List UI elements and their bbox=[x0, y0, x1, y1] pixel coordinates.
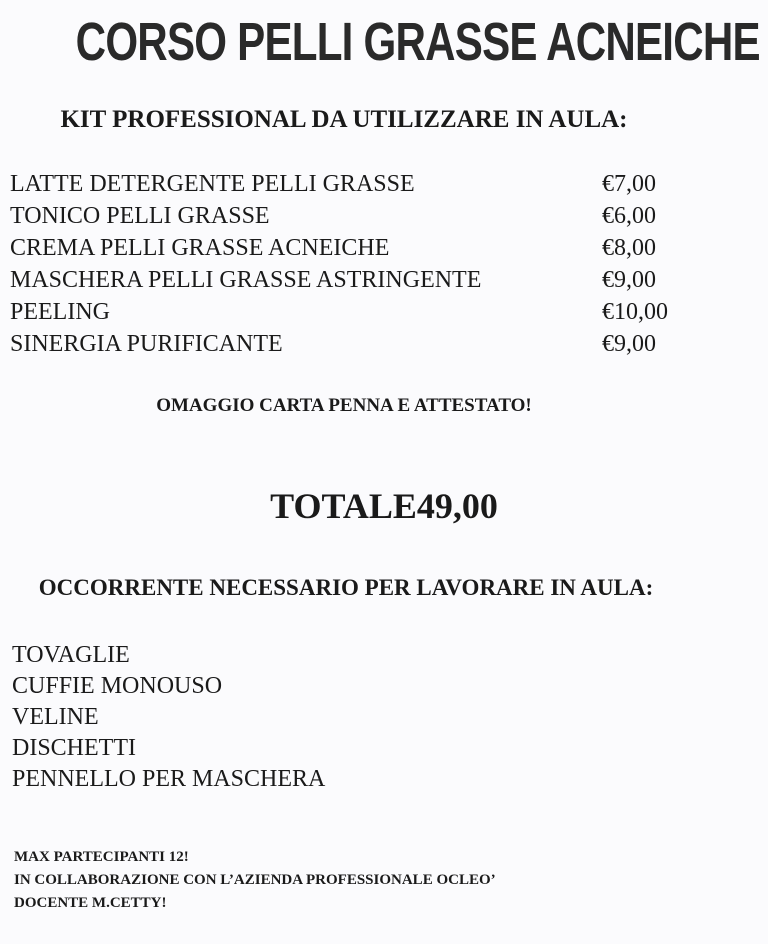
needed-list bbox=[12, 640, 325, 795]
kit-item-price: €6,00 bbox=[602, 203, 656, 229]
kit-item-price: €8,00 bbox=[602, 235, 656, 261]
needed-item: CUFFIE MONOUSO bbox=[12, 673, 223, 699]
kit-item-name: MASCHERA PELLI GRASSE ASTRINGENTE bbox=[10, 267, 482, 293]
page-title: CORSO PELLI GRASSE ACNEICHE bbox=[75, 12, 760, 72]
gift-line: OMAGGIO CARTA PENNA E ATTESTATO! bbox=[156, 395, 532, 416]
kit-item bbox=[10, 328, 682, 360]
kit-item-name: LATTE DETERGENTE PELLI GRASSE bbox=[10, 171, 415, 197]
kit-item-name: PEELING bbox=[10, 299, 110, 325]
kit-item bbox=[10, 232, 682, 264]
needed-heading: OCCORRENTE NECESSARIO PER LAVORARE IN AULA: bbox=[38, 575, 654, 600]
kit-item-price: €9,00 bbox=[602, 331, 656, 357]
kit-item-price: €10,00 bbox=[602, 299, 668, 325]
kit-item-price: €9,00 bbox=[602, 267, 656, 293]
note-line: IN COLLABORAZIONE CON L’AZIENDA PROFESSIONALE OCLEO’ bbox=[14, 872, 496, 888]
note-line: DOCENTE M.CETTY! bbox=[14, 895, 167, 911]
kit-item bbox=[10, 200, 682, 232]
kit-price-list bbox=[10, 168, 682, 360]
needed-item: TOVAGLIE bbox=[12, 642, 130, 668]
note-line: MAX PARTECIPANTI 12! bbox=[14, 849, 189, 865]
kit-item bbox=[10, 296, 682, 328]
needed-item: PENNELLO PER MASCHERA bbox=[12, 766, 326, 792]
kit-item bbox=[10, 168, 682, 200]
kit-item bbox=[10, 264, 682, 296]
kit-heading: KIT PROFESSIONAL DA UTILIZZARE IN AULA: bbox=[60, 106, 628, 133]
footer-notes bbox=[14, 846, 496, 915]
total-line: TOTALE49,00 bbox=[270, 486, 498, 526]
needed-item: VELINE bbox=[12, 704, 99, 730]
needed-item: DISCHETTI bbox=[12, 735, 136, 761]
kit-item-name: SINERGIA PURIFICANTE bbox=[10, 331, 283, 357]
kit-item-name: TONICO PELLI GRASSE bbox=[10, 203, 270, 229]
kit-item-name: CREMA PELLI GRASSE ACNEICHE bbox=[10, 235, 390, 261]
kit-item-price: €7,00 bbox=[602, 171, 656, 197]
